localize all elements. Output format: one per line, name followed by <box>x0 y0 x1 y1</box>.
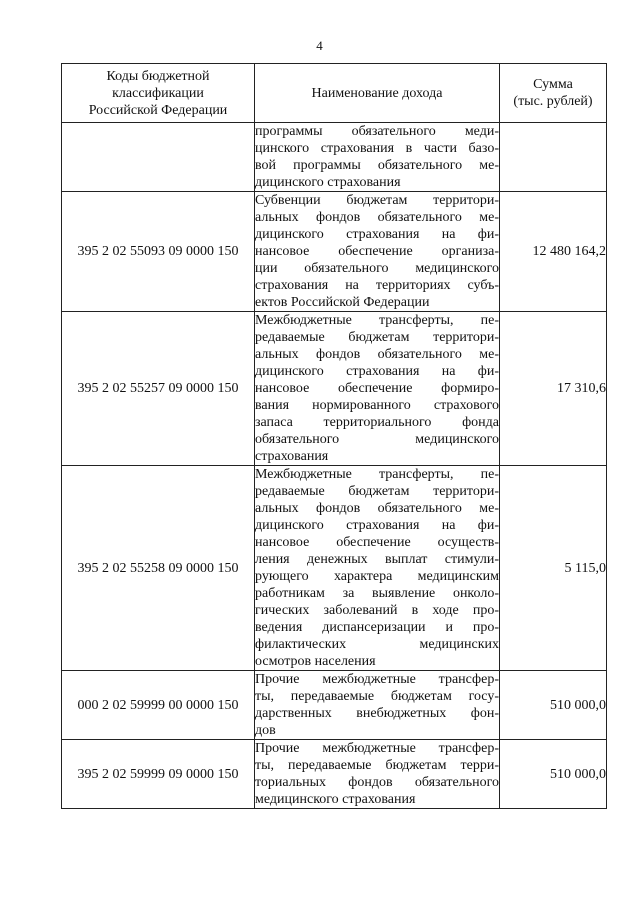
revenue-name-line: ты, передаваемые бюджетам терри- <box>255 758 499 773</box>
revenue-name-line: программы обязательного меди- <box>255 124 499 139</box>
revenue-name-line: страхования <box>255 449 329 464</box>
revenue-name-line: редаваемые бюджетам территори- <box>255 330 499 345</box>
header-sum-line: Сумма <box>533 77 573 92</box>
revenue-name-line: обязательного медицинского <box>255 432 499 447</box>
header-code-line: Российской Федерации <box>88 102 228 118</box>
revenue-name-cell <box>255 671 500 740</box>
header-code <box>62 64 255 123</box>
revenue-name-line: Прочие межбюджетные трансфер- <box>255 672 499 687</box>
budget-code-cell: 395 2 02 55258 09 0000 150 <box>62 466 255 671</box>
revenue-name-line: работникам за выявление онколо- <box>255 586 499 601</box>
budget-code-cell: 000 2 02 59999 00 0000 150 <box>62 671 255 740</box>
revenue-name-line: осмотров населения <box>255 654 376 669</box>
revenue-name-line: дарственных внебюджетных фон- <box>255 706 499 721</box>
header-code-line: Коды бюджетной <box>106 68 210 84</box>
budget-code-cell <box>62 123 255 192</box>
table-header-row <box>62 64 607 123</box>
revenue-name-line: дицинского страхования на фи- <box>255 364 499 379</box>
revenue-name-cell <box>255 123 500 192</box>
revenue-name-line: Субвенции бюджетам территори- <box>255 193 499 208</box>
revenue-name-line: рующего характера медицинским <box>255 569 499 584</box>
header-sum-line: (тыс. рублей) <box>513 94 593 109</box>
amount-cell: 12 480 164,2 <box>500 192 607 312</box>
revenue-name-line: редаваемые бюджетам территори- <box>255 484 499 499</box>
revenue-name-line: филактических медицинских <box>255 637 499 652</box>
revenue-name-cell <box>255 466 500 671</box>
revenue-name-cell <box>255 740 500 809</box>
table-body <box>62 123 607 809</box>
budget-code-cell: 395 2 02 55093 09 0000 150 <box>62 192 255 312</box>
header-name: Наименование дохода <box>255 64 500 123</box>
amount-cell: 510 000,0 <box>500 671 607 740</box>
revenue-name-line: ты, передаваемые бюджетам госу- <box>255 689 499 704</box>
revenue-name-line: медицинского страхования <box>255 792 416 807</box>
revenue-name-line: дицинского страхования на фи- <box>255 518 499 533</box>
revenue-name-line: дицинского страхования <box>255 175 401 190</box>
revenue-name-cell <box>255 192 500 312</box>
amount-cell: 5 115,0 <box>500 466 607 671</box>
table-row <box>62 740 607 809</box>
revenue-name-line: ции обязательного медицинского <box>255 261 499 276</box>
revenue-name-line: нансовое обеспечение организа- <box>255 244 499 259</box>
revenue-name-line: Межбюджетные трансферты, пе- <box>255 313 499 328</box>
budget-code-cell: 395 2 02 59999 09 0000 150 <box>62 740 255 809</box>
revenue-name-line: вой программы обязательного ме- <box>255 158 499 173</box>
revenue-name-line: Прочие межбюджетные трансфер- <box>255 741 499 756</box>
amount-cell <box>500 123 607 192</box>
revenue-name-cell <box>255 312 500 466</box>
revenue-name-line: дицинского страхования на фи- <box>255 227 499 242</box>
revenue-name-line: ториальных фондов обязательного <box>255 775 499 790</box>
revenue-name-line: альных фондов обязательного ме- <box>255 210 499 225</box>
table-row <box>62 671 607 740</box>
revenue-name-line: цинского страхования в части базо- <box>255 141 499 156</box>
revenue-name-line: ектов Российской Федерации <box>255 295 430 310</box>
amount-cell: 17 310,6 <box>500 312 607 466</box>
revenue-name-line: ведения диспансеризации и про- <box>255 620 499 635</box>
budget-code-cell: 395 2 02 55257 09 0000 150 <box>62 312 255 466</box>
table-row <box>62 123 607 192</box>
table-row <box>62 192 607 312</box>
revenue-name-line: дов <box>255 723 276 738</box>
revenue-name-line: вания нормированного страхового <box>255 398 499 413</box>
revenue-name-line: гических заболеваний в ходе про- <box>255 603 499 618</box>
revenue-name-line: Межбюджетные трансферты, пе- <box>255 467 499 482</box>
table-row <box>62 312 607 466</box>
revenue-table <box>61 63 607 809</box>
header-code-line: классификации <box>112 85 204 101</box>
revenue-name-line: нансовое обеспечение осуществ- <box>255 535 499 550</box>
revenue-name-line: ления денежных выплат стимули- <box>255 552 499 567</box>
page-number: 4 <box>316 38 323 53</box>
revenue-name-line: запаса территориального фонда <box>255 415 499 430</box>
amount-cell: 510 000,0 <box>500 740 607 809</box>
header-sum <box>500 64 607 123</box>
revenue-name-line: альных фондов обязательного ме- <box>255 347 499 362</box>
table-row <box>62 466 607 671</box>
revenue-name-line: страхования на территориях субъ- <box>255 278 499 293</box>
revenue-name-line: нансовое обеспечение формиро- <box>255 381 499 396</box>
revenue-name-line: альных фондов обязательного ме- <box>255 501 499 516</box>
